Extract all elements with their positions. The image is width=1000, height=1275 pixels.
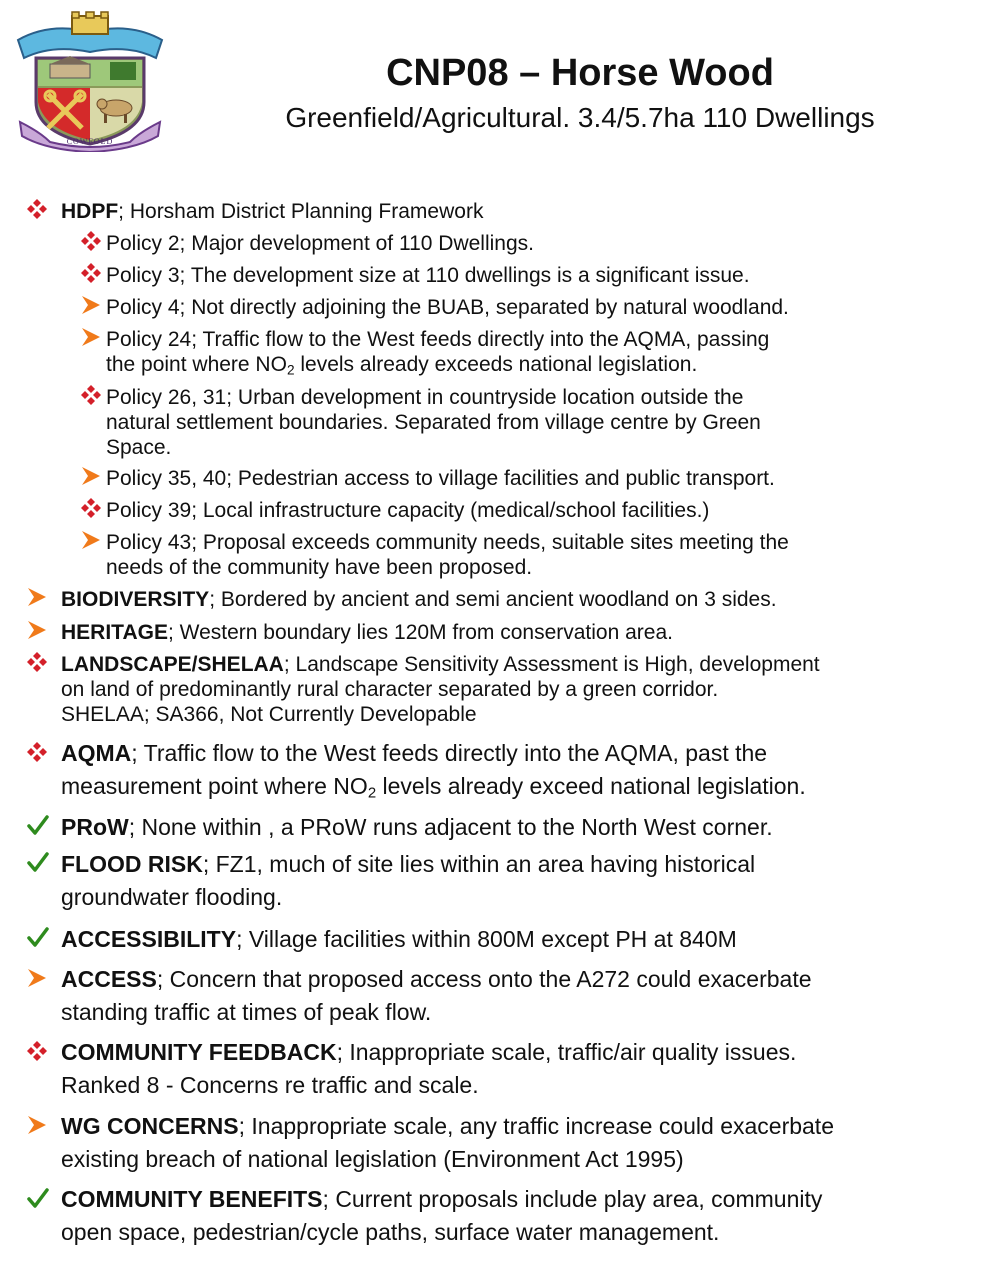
- item-text: Inappropriate scale, traffic/air quality issues.: [349, 1039, 797, 1065]
- orange-arrow-icon: [26, 1114, 48, 1136]
- item-label: COMMUNITY FEEDBACK: [61, 1039, 337, 1065]
- item-text: Traffic flow to the West feeds directly into the AQMA, past the: [143, 740, 768, 766]
- item-text: Village facilities within 800M except PH at 840M: [248, 926, 737, 952]
- orange-arrow-icon: [26, 586, 48, 608]
- item-label: ACCESSIBILITY: [61, 926, 237, 952]
- list-item: [106, 498, 709, 523]
- orange-arrow-icon: [80, 326, 102, 348]
- item-text: Western boundary lies 120M from conservation area.: [179, 621, 673, 644]
- list-item: BIODIVERSITY; Bordered by ancient and semi ancient woodland on 3 sides.: [61, 588, 777, 611]
- item-text: Bordered by ancient and semi ancient woodland on 3 sides.: [220, 588, 777, 611]
- item-text: Policy 24; Traffic flow to the West feeds directly into the AQMA, passing: [106, 328, 770, 351]
- item-label: LANDSCAPE/SHELAA: [61, 653, 284, 676]
- list-item: WG CONCERNS; Inappropriate scale, any traffic increase could exacerbate existing breach of national legislation (Environment Act 1995): [61, 1113, 834, 1172]
- item-label: AQMA: [61, 740, 132, 766]
- list-item: [106, 263, 750, 288]
- orange-arrow-icon: [26, 967, 48, 989]
- red-diamond-icon: [80, 384, 102, 406]
- list-item: COMMUNITY BENEFITS; Current proposals include play area, community open space, pedestrian/cycle paths, surface water management.: [61, 1186, 823, 1245]
- list-item: AQMA; Traffic flow to the West feeds directly into the AQMA, past the measurement point where $NO_2$ levels already exceed national legislation.: [61, 740, 806, 802]
- item-label: BIODIVERSITY: [61, 588, 210, 611]
- item-label: PRoW: [61, 814, 129, 840]
- list-item: [106, 466, 775, 491]
- item-text: Policy 26, 31; Urban development in countryside location outside the: [106, 386, 744, 409]
- item-label: FLOOD RISK: [61, 851, 203, 877]
- item-label: WG CONCERNS: [61, 1113, 239, 1139]
- item-text: Horsham District Planning Framework: [129, 200, 484, 223]
- list-item: ACCESS; Concern that proposed access onto the A272 could exacerbate standing traffic at times of peak flow.: [61, 966, 812, 1025]
- item-text: Policy 3; The development size at 110 dwellings is a significant issue.: [106, 264, 750, 287]
- list-item: Policy 43; Proposal exceeds community needs, suitable sites meeting the needs of the community have been proposed.: [106, 531, 789, 579]
- list-item: HERITAGE; Western boundary lies 120M from conservation area.: [61, 621, 673, 644]
- item-text: Policy 43; Proposal exceeds community needs, suitable sites meeting the: [106, 531, 789, 554]
- list-item: [106, 231, 534, 256]
- red-diamond-icon: [80, 262, 102, 284]
- list-item: [106, 295, 789, 320]
- orange-arrow-icon: [80, 465, 102, 487]
- orange-arrow-icon: [26, 619, 48, 641]
- red-diamond-icon: [26, 741, 48, 763]
- green-tick-icon: [26, 851, 50, 873]
- red-diamond-icon: [80, 497, 102, 519]
- list-item: LANDSCAPE/SHELAA; Landscape Sensitivity Assessment is High, development on land of predominantly rural character separated by a green corridor. SHELAA; SA366, Not Currently Developable: [61, 653, 820, 726]
- item-text: FZ1, much of site lies within an area having historical: [215, 851, 756, 877]
- item-text: Policy 39; Local infrastructure capacity (medical/school facilities.): [106, 499, 710, 522]
- green-tick-icon: [26, 926, 50, 948]
- item-text: None within , a PRoW runs adjacent to the North West corner.: [141, 814, 773, 840]
- list-item: Policy 24; Traffic flow to the West feeds directly into the AQMA, passing the point where $NO_2$ levels already exceeds national legislation.: [106, 328, 770, 378]
- item-text: Landscape Sensitivity Assessment is High, development: [295, 653, 820, 676]
- item-text: Inappropriate scale, any traffic increase could exacerbate: [251, 1113, 834, 1139]
- red-diamond-icon: [26, 198, 48, 220]
- orange-arrow-icon: [80, 529, 102, 551]
- red-diamond-icon: [26, 651, 48, 673]
- item-text: Policy 35, 40; Pedestrian access to village facilities and public transport.: [106, 467, 775, 490]
- item-label: HERITAGE: [61, 621, 168, 644]
- orange-arrow-icon: [80, 294, 102, 316]
- item-text: Policy 4; Not directly adjoining the BUAB, separated by natural woodland.: [106, 296, 789, 319]
- crest-motto: COWFOLD: [66, 137, 114, 146]
- item-text: Policy 2; Major development of 110 Dwellings.: [106, 232, 534, 255]
- list-item: FLOOD RISK; FZ1, much of site lies within an area having historical groundwater flooding.: [61, 851, 756, 910]
- green-tick-icon: [26, 814, 50, 836]
- item-text: Current proposals include play area, community: [335, 1186, 823, 1212]
- item-label: COMMUNITY BENEFITS: [61, 1186, 323, 1212]
- list-item: PRoW; None within , a PRoW runs adjacent to the North West corner.: [61, 814, 773, 840]
- list-item: COMMUNITY FEEDBACK; Inappropriate scale, traffic/air quality issues. Ranked 8 - Concerns re traffic and scale.: [61, 1039, 797, 1098]
- red-diamond-icon: [80, 230, 102, 252]
- red-diamond-icon: [26, 1040, 48, 1062]
- list-item: ACCESSIBILITY; Village facilities within 800M except PH at 840M: [61, 926, 737, 952]
- page-title: CNP08 – Horse Wood: [386, 52, 774, 94]
- page-subtitle: Greenfield/Agricultural. 3.4/5.7ha 110 Dwellings: [285, 102, 875, 133]
- item-label: ACCESS: [61, 966, 157, 992]
- list-item: HDPF; Horsham District Planning Framework: [61, 200, 484, 223]
- list-item: Policy 26, 31; Urban development in countryside location outside the natural settlement boundaries. Separated from village centre by Green Space.: [106, 386, 761, 459]
- item-text: Concern that proposed access onto the A272 could exacerbate: [169, 966, 812, 992]
- item-label: HDPF: [61, 200, 119, 223]
- green-tick-icon: [26, 1187, 50, 1209]
